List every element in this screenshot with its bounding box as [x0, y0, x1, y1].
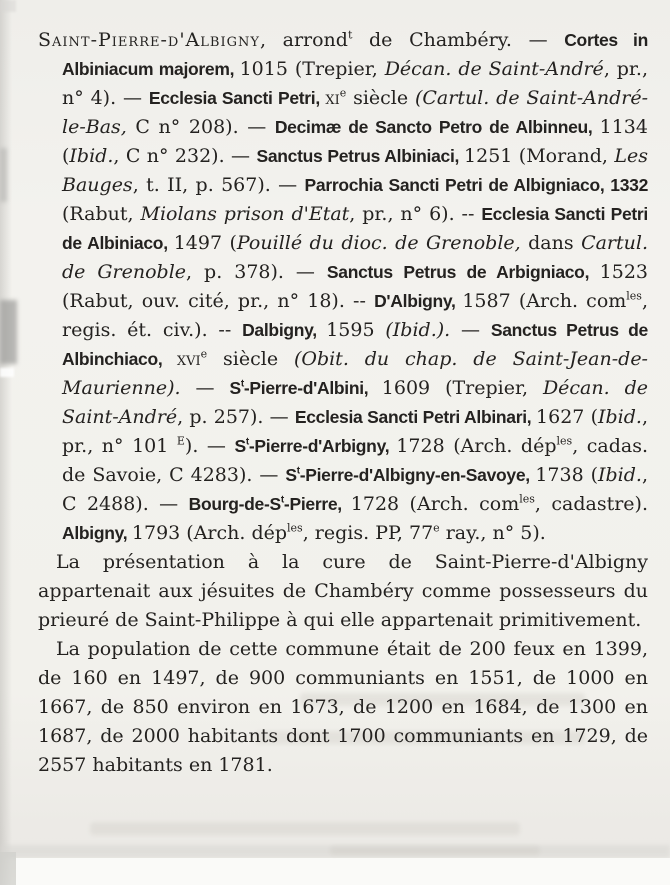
- text-segment: D'Albigny,: [374, 291, 463, 311]
- text-segment: 1728 (Arch. dép: [396, 435, 557, 457]
- bleedthrough-smudge: [90, 822, 520, 835]
- text-segment: (Cartul. de Saint-André-le-Bas,: [62, 87, 648, 138]
- text-segment: Miolans prison d'Etat: [140, 203, 350, 225]
- text-segment: Decimæ de Sancto Petro de Albinneu,: [274, 117, 600, 137]
- text-segment: xi: [325, 87, 340, 109]
- scan-artifact: [0, 0, 16, 12]
- presentation-paragraph: [38, 548, 648, 635]
- text-segment: t: [296, 465, 300, 477]
- text-segment: (Rabut,: [62, 203, 141, 225]
- page-bottom-margin: [16, 858, 670, 885]
- text-segment: 1609 (Trepier,: [381, 377, 543, 399]
- text-segment: 1793 (Arch. dép: [131, 522, 288, 544]
- text-segment: Bourg-de-S: [188, 494, 281, 514]
- scan-artifact: [0, 148, 7, 202]
- text-segment: Ecclesia Sancti Petri Albinari,: [294, 407, 537, 427]
- text-segment: 1595: [326, 319, 386, 341]
- text-segment: Sanctus Petrus de Albinchiaco,: [62, 320, 648, 369]
- text-segment: (Ibid.).: [385, 319, 451, 341]
- text-segment: -Pierre,: [283, 494, 351, 514]
- text-segment: Ibid.: [598, 406, 642, 428]
- text-segment: ray., n° 5).: [439, 522, 546, 544]
- text-segment: 1738 (: [535, 464, 599, 486]
- text-segment: les: [556, 434, 573, 448]
- text-segment: S: [285, 465, 297, 485]
- text-segment: Dalbigny,: [242, 320, 327, 340]
- text-segment: Ecclesia Sancti Petri de Albiniaco,: [62, 204, 648, 253]
- text-segment: , regis. PP, 77: [302, 522, 434, 544]
- text-segment: , C 2488). —: [62, 464, 649, 515]
- text-segment: e: [339, 86, 347, 100]
- gutter-shadow: [0, 0, 12, 885]
- text-segment: C n° 208). —: [135, 116, 275, 138]
- entry-paragraph: [38, 26, 648, 548]
- text-segment: les: [626, 289, 642, 303]
- text-segment: S: [229, 378, 241, 398]
- text-segment: Pouillé du dioc. de Grenoble,: [236, 232, 521, 254]
- scan-artifact: [0, 368, 14, 377]
- text-segment: -Pierre-d'Arbigny,: [248, 436, 397, 456]
- text-segment: Albigny,: [62, 523, 132, 543]
- population-paragraph: [38, 635, 648, 780]
- text-segment: , t. II, p. 567). —: [132, 174, 305, 196]
- text-segment: , p. 257). —: [177, 406, 295, 428]
- text-segment: , pr., n° 4). —: [62, 58, 648, 109]
- text-segment: , arrond: [259, 29, 348, 51]
- text-segment: La présentation à la cure de Saint-Pierre-d'Albigny appartenait aux jésuites de Chambéry comme possesseurs du prieuré de Saint-Philippe à qui elle appartenait primitivement.: [38, 551, 648, 631]
- text-segment: de Chambéry. —: [352, 29, 565, 51]
- scan-artifact: [0, 852, 16, 885]
- text-segment: -Pierre-d'Albigny-en-Savoye,: [299, 465, 536, 485]
- text-segment: 1587 (Arch. com: [462, 290, 627, 312]
- text-segment: Ibid.: [598, 464, 642, 486]
- text-segment: les: [519, 492, 535, 506]
- text-segment: t: [245, 436, 249, 448]
- text-segment: , regis. ét. civ.). --: [62, 290, 649, 341]
- bleedthrough-smudge: [330, 846, 540, 855]
- text-segment: e: [200, 347, 208, 361]
- text-segment: 1251 (Morand,: [464, 145, 615, 167]
- text-segment: Ecclesia Sancti Petri,: [148, 88, 326, 108]
- text-segment: , C n° 232). —: [113, 145, 257, 167]
- text-segment: t: [347, 28, 353, 42]
- text-segment: Parrochia Sancti Petri de Albigniaco, 1332: [304, 175, 649, 195]
- text-segment: S: [234, 436, 246, 456]
- text-segment: siècle: [346, 87, 415, 109]
- text-segment: les: [287, 521, 303, 535]
- text-segment: , pr., n° 6). --: [349, 203, 482, 225]
- text-segment: t: [280, 494, 284, 506]
- text-segment: xvi: [176, 348, 201, 370]
- text-segment: ). —: [184, 435, 235, 457]
- text-segment: Saint-Pierre-d'Albigny: [38, 29, 260, 51]
- text-segment: Cortes in Albiniacum majorem,: [62, 30, 648, 79]
- text-segment: 1015 (Trepier,: [239, 58, 385, 80]
- text-segment: e: [433, 521, 440, 535]
- scan-artifact: [0, 300, 17, 364]
- text-segment: —: [180, 377, 230, 399]
- text-segment: siècle: [207, 348, 294, 370]
- text-segment: Sanctus Petrus Albiniaci,: [256, 146, 465, 166]
- text-segment: 1627 (: [536, 406, 598, 428]
- text-segment: , pr., n° 101: [62, 406, 648, 457]
- text-segment: dans: [520, 232, 582, 254]
- text-segment: 1134 (: [62, 116, 648, 167]
- text-segment: , cadas. de Savoie, C 4283). —: [62, 435, 649, 486]
- text-segment: 1728 (Arch. com: [350, 493, 520, 515]
- text-segment: Sanctus Petrus de Arbigniaco,: [326, 262, 600, 282]
- text-segment: 1523 (Rabut, ouv. cité, pr., n° 18). --: [62, 261, 648, 312]
- article: [38, 26, 648, 780]
- text-segment: E: [176, 434, 185, 448]
- text-segment: , p. 378). —: [186, 261, 327, 283]
- text-segment: (Obit. du chap. de Saint-Jean-de-Maurienne).: [62, 348, 648, 399]
- text-segment: -Pierre-d'Albini,: [243, 378, 382, 398]
- text-segment: Décan. de Saint-André: [62, 377, 648, 428]
- text-segment: Cartul. de Grenoble: [62, 232, 648, 283]
- text-segment: —: [450, 319, 491, 341]
- text-segment: La population de cette commune était de 200 feux en 1399, de 160 en 1497, de 900 communiants en 1551, de 1000 en 1667, de 850 environ en 1673, de 1200 en 1684, de 1300 en 1687, de 2000 habitants dont 1700 communiants en 1729, de 2557 habitants en 1781.: [38, 638, 648, 776]
- text-segment: , cadastre).: [534, 493, 648, 515]
- text-segment: 1497 (: [173, 232, 237, 254]
- text-segment: Les Bauges: [62, 145, 648, 196]
- text-segment: Décan. de Saint-André: [384, 58, 604, 80]
- text-segment: t: [240, 378, 244, 390]
- text-segment: Ibid.: [69, 145, 114, 167]
